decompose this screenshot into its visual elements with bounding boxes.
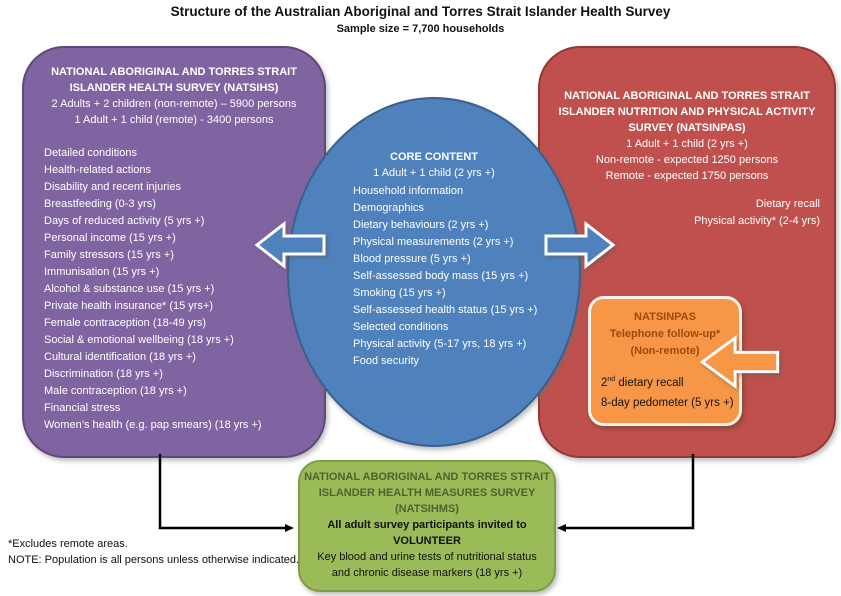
natsihs-topic-list: [24, 145, 324, 434]
natsihs-topic: Cultural identification (18 yrs +): [44, 351, 196, 363]
core-content-topic: Blood pressure (5 yrs +): [353, 253, 471, 265]
natsihs-topic: Detailed conditions: [44, 147, 137, 159]
natsihs-topic: Women’s health (e.g. pap smears) (18 yrs +): [44, 419, 262, 431]
natsihs-topic: Alcohol & substance use (15 yrs +): [44, 283, 215, 295]
natsinpas-heading-line: SURVEY (NATSINPAS): [628, 122, 746, 134]
natsihms-volunteer-note: [300, 517, 554, 549]
core-content-topic: Food security: [353, 355, 420, 367]
natsihs-topic: Days of reduced activity (5 yrs +): [44, 215, 205, 227]
natsihs-topic: Family stressors (15 yrs +): [44, 249, 174, 261]
followup-heading-line: (Non-remote): [630, 345, 700, 357]
natsihs-topic: Breastfeeding (0-3 yrs): [44, 198, 156, 210]
natsinpas-sample-line: Non-remote - expected 1250 persons: [595, 154, 779, 166]
natsihs-topic: Disability and recent injuries: [44, 181, 181, 193]
core-content-topic: Demographics: [353, 202, 424, 214]
core-content-topic: Self-assessed body mass (15 yrs +): [353, 270, 529, 282]
natsihms-panel: [298, 460, 556, 592]
natsihs-sample-line: 2 Adults + 2 children (non-remote) – 5900 persons: [51, 98, 297, 110]
natsihs-topic: Social & emotional wellbeing (18 yrs +): [44, 334, 234, 346]
natsihs-heading-line: NATIONAL ABORIGINAL AND TORRES STRAIT: [51, 66, 297, 78]
natsinpas-sample: [540, 136, 834, 184]
natsihs-topic: Immunisation (15 yrs +): [44, 266, 160, 278]
footnote: NOTE: Population is all persons unless otherwise indicated.: [8, 554, 300, 566]
core-content-topic: Physical measurements (2 yrs +): [353, 236, 514, 248]
core-content-topic: Self-assessed health status (15 yrs +): [353, 304, 538, 316]
natsihs-sample-line: 1 Adult + 1 child (remote) - 3400 persons: [74, 114, 274, 126]
natsihs-to-natsihms-connector: [160, 454, 286, 528]
core-content-topic: Dietary behaviours (2 yrs +): [353, 219, 489, 231]
natsihs-topic: Health-related actions: [44, 164, 152, 176]
natsinpas-topic: Physical activity* (2-4 yrs): [694, 215, 820, 227]
natsinpas-heading-line: NATIONAL ABORIGINAL AND TORRES STRAIT: [564, 90, 810, 102]
core-content-scope: 1 Adult + 1 child (2 yrs +): [373, 167, 495, 179]
natsihms-heading-line: NATIONAL ABORIGINAL AND TORRES STRAIT: [304, 471, 550, 483]
natsinpas-heading-line: ISLANDER NUTRITION AND PHYSICAL ACTIVITY: [558, 106, 816, 118]
natsinpas-topic: Dietary recall: [755, 198, 820, 210]
core-content-circle: [287, 97, 581, 447]
natsinpas-sample-line: 1 Adult + 1 child (2 yrs +): [626, 138, 748, 150]
natsihms-volunteer-line: VOLUNTEER: [393, 535, 461, 547]
natsihms-volunteer-line: All adult survey participants invited to: [327, 519, 527, 531]
natsihs-topic: Financial stress: [44, 402, 121, 414]
core-to-natsinpas-arrow-icon: [544, 220, 616, 270]
core-content-topic: Selected conditions: [353, 321, 449, 333]
natsihms-tests-line: Key blood and urine tests of nutritional status: [317, 551, 537, 563]
natsihms-heading-line: (NATSIHMS): [395, 503, 459, 515]
natsihms-heading-line: ISLANDER HEALTH MEASURES SURVEY: [318, 487, 536, 499]
core-content-list: [289, 183, 579, 370]
diagram-subtitle: Sample size = 7,700 households: [336, 23, 505, 35]
natsihms-tests-note: [300, 549, 554, 581]
followup-heading-line: Telephone follow-up*: [609, 328, 721, 340]
natsinpas-heading: [540, 88, 834, 136]
footnotes: [8, 536, 299, 568]
natsihs-heading: [24, 64, 324, 96]
core-to-natsihs-arrow-icon: [254, 220, 326, 270]
natsinpas-sample-line: Remote - expected 1750 persons: [605, 170, 769, 182]
diagram-title: Structure of the Australian Aboriginal and Torres Strait Islander Health Survey: [170, 4, 671, 19]
natsihs-topic: Personal income (15 yrs +): [44, 232, 176, 244]
followup-heading-line: NATSINPAS: [634, 311, 696, 323]
core-content-topic: Smoking (15 yrs +): [353, 287, 446, 299]
natsinpas-to-natsihms-connector: [565, 454, 693, 528]
followup-arrow-icon: [697, 333, 781, 393]
recall-ordinal-suffix: nd: [607, 376, 616, 383]
core-content-topic: Physical activity (5-17 yrs, 18 yrs +): [353, 338, 527, 350]
natsihs-topic: Male contraception (18 yrs +): [44, 385, 187, 397]
natsihs-topic: Female contraception (18-49 yrs): [44, 317, 207, 329]
recall-rest: dietary recall: [615, 376, 684, 389]
natsihs-topic: Private health insurance* (15 yrs+): [44, 300, 214, 312]
recall-base: 2: [601, 376, 608, 389]
core-content-heading: CORE CONTENT: [390, 151, 478, 163]
natsihs-sample: [24, 96, 324, 128]
natsihms-tests-line: and chronic disease markers (18 yrs +): [331, 567, 523, 579]
footnote: *Excludes remote areas.: [8, 538, 128, 550]
followup-pedometer: 8-day pedometer (5 yrs +): [601, 396, 734, 409]
core-content-topic: Household information: [353, 185, 464, 197]
natsihms-heading: [300, 469, 554, 517]
natsihs-topic: Discrimination (18 yrs +): [44, 368, 163, 380]
natsihs-heading-line: ISLANDER HEALTH SURVEY (NATSIHS): [69, 82, 279, 94]
